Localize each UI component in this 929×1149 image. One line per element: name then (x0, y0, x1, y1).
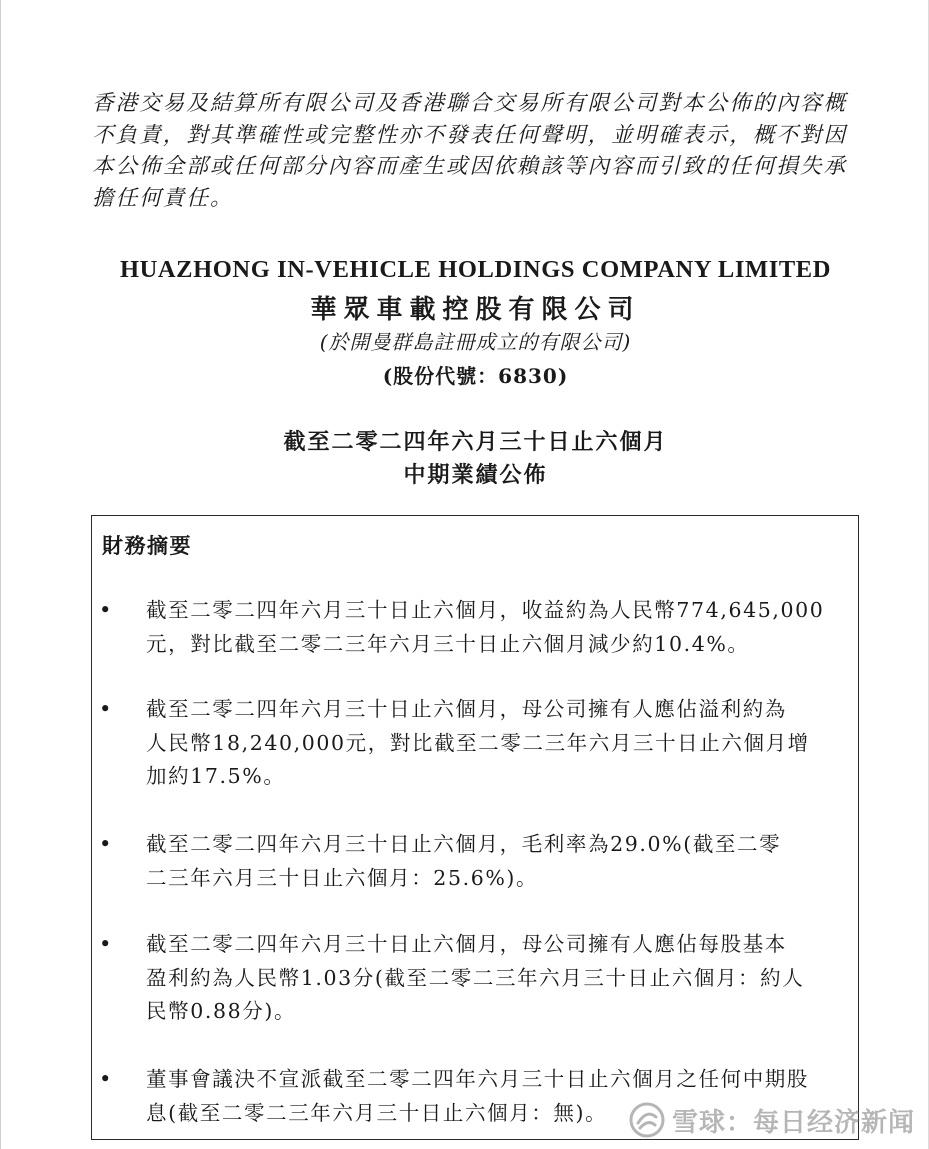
highlight-line: 截至二零二四年六月三十日止六個月，毛利率為29.0%(截至二零 (146, 832, 782, 856)
highlight-line: 元，對比截至二零二三年六月三十日止六個月減少約10.4%。 (146, 631, 750, 656)
bullet-icon: • (99, 598, 112, 622)
bullet-icon: • (99, 697, 112, 721)
highlight-line: 息(截至二零二三年六月三十日止六個月：無)。 (146, 1100, 608, 1125)
financial-highlights-title: 財務摘要 (102, 533, 192, 558)
company-name-english: HUAZHONG IN-VEHICLE HOLDINGS COMPANY LIMITED (119, 256, 832, 283)
disclaimer-line: 香港交易及結算所有限公司及香港聯合交易所有限公司對本公佈的內容概 (92, 91, 848, 116)
highlight-line: 加約17.5%。 (146, 764, 286, 788)
highlight-text (146, 828, 852, 895)
disclaimer-line: 不負責，對其準確性或完整性亦不發表任何聲明，並明確表示，概不對因 (92, 122, 848, 148)
announcement-title-line2: 中期業績公佈 (403, 462, 548, 488)
stock-code: (股份代號：6830) (382, 364, 569, 388)
disclaimer-line: 本公佈全部或任何部分內容而產生或因依賴該等內容而引致的任何損失承 (92, 154, 848, 179)
announcement-title-line1: 截至二零二四年六月三十日止六個月 (283, 429, 668, 455)
highlight-text (146, 594, 852, 661)
disclaimer-paragraph (92, 88, 862, 214)
highlight-line: 截至二零二四年六月三十日止六個月，母公司擁有人應佔溢利約為 (146, 697, 787, 721)
highlight-line: 盈利約為人民幣1.03分(截至二零二三年六月三十日止六個月：約人 (146, 965, 805, 990)
highlight-line: 二三年六月三十日止六個月：25.6%)。 (146, 865, 539, 890)
page-border-left (0, 0, 1, 1149)
watermark-text: 雪球：每日经济新闻 (672, 1107, 916, 1138)
highlight-line: 人民幣18,240,000元，對比截至二零二三年六月三十日止六個月增 (146, 730, 810, 755)
incorporation-note: (於開曼群島註冊成立的有限公司) (319, 330, 632, 354)
snowball-logo-icon (628, 1101, 666, 1139)
highlight-line: 截至二零二四年六月三十日止六個月，母公司擁有人應佔每股基本 (146, 932, 787, 956)
financial-highlights-box (91, 515, 859, 1140)
disclaimer-line: 擔任何責任。 (92, 185, 234, 211)
bullet-icon: • (99, 932, 112, 956)
snowball-watermark (628, 1098, 928, 1142)
highlight-line: 截至二零二四年六月三十日止六個月，收益約為人民幣774,645,000 (146, 598, 825, 622)
highlight-line: 董事會議決不宣派截至二零二四年六月三十日止六個月之任何中期股 (146, 1067, 809, 1091)
bullet-icon: • (99, 832, 112, 856)
highlight-line: 民幣0.88分)。 (146, 999, 297, 1023)
highlight-text (146, 693, 852, 794)
bullet-icon: • (99, 1067, 112, 1091)
company-name-chinese: 華眾車載控股有限公司 (310, 295, 641, 325)
highlight-text (146, 928, 852, 1029)
